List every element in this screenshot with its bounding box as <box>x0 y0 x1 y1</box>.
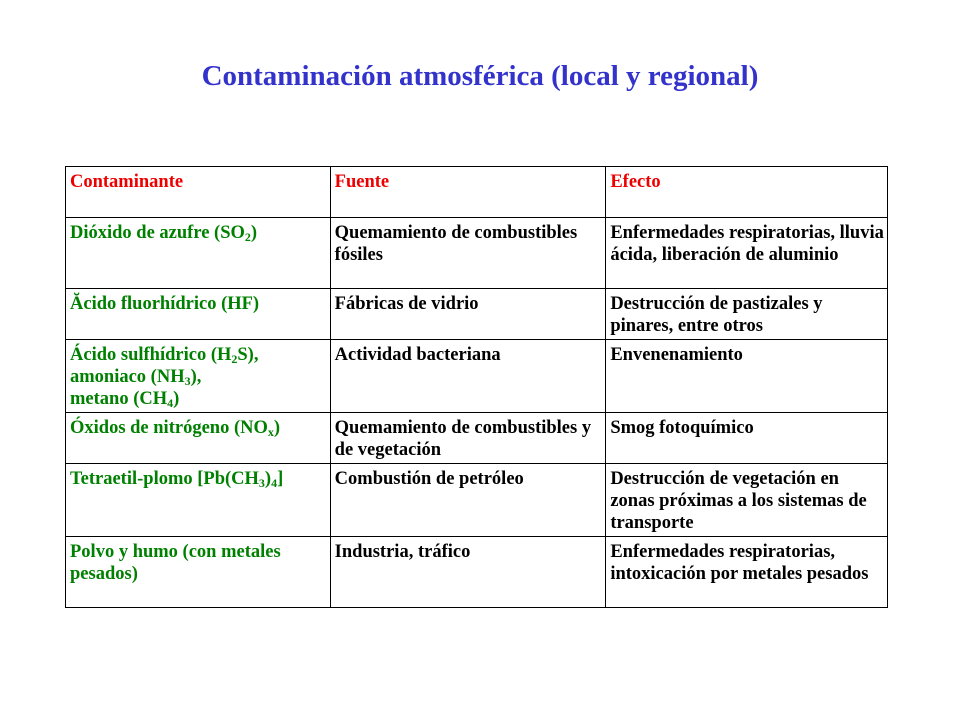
table-row <box>66 537 888 608</box>
source-cell: Fábricas de vidrio <box>330 289 606 340</box>
effect-cell: Envenenamiento <box>606 340 888 413</box>
pollutant-cell: Dióxido de azufre $(SO_2)$ <box>66 218 331 289</box>
table-row <box>66 413 888 464</box>
header-contaminante: Contaminante <box>66 167 331 218</box>
page-title: Contaminación atmosférica (local y regional) <box>201 60 759 92</box>
pollutant-cell: Polvo y humo (con metales pesados) <box>66 537 331 608</box>
pollutant-cell: Ácido sulfhídrico $(H_2S)$, amoniaco $(NH_3)$, metano $(CH_4)$ <box>66 340 331 413</box>
effect-cell: Smog fotoquímico <box>606 413 888 464</box>
table-row <box>66 340 888 413</box>
effect-cell: Enfermedades respiratorias, intoxicación por metales pesados <box>606 537 888 608</box>
source-cell: Quemamiento de combustibles fósiles <box>330 218 606 289</box>
source-cell: Combustión de petróleo <box>330 464 606 537</box>
effect-cell: Destrucción de pastizales y pinares, entre otros <box>606 289 888 340</box>
pollutant-cell: Tetraetil-plomo $[Pb(CH_3)_4]$ <box>66 464 331 537</box>
pollutant-cell: Ăcido fluorhídrico (HF) <box>66 289 331 340</box>
source-cell: Industria, tráfico <box>330 537 606 608</box>
pollutant-cell: Óxidos de nitrógeno $(NO_x)$ <box>66 413 331 464</box>
table-row <box>66 289 888 340</box>
effect-cell: Enfermedades respiratorias, lluvia ácida, liberación de aluminio <box>606 218 888 289</box>
table-row <box>66 218 888 289</box>
header-efecto: Efecto <box>606 167 888 218</box>
effect-cell: Destrucción de vegetación en zonas próximas a los sistemas de transporte <box>606 464 888 537</box>
table-header-row <box>66 167 888 218</box>
header-fuente: Fuente <box>330 167 606 218</box>
pollution-table <box>65 166 888 608</box>
source-cell: Actividad bacteriana <box>330 340 606 413</box>
source-cell: Quemamiento de combustibles y de vegetación <box>330 413 606 464</box>
table-row <box>66 464 888 537</box>
